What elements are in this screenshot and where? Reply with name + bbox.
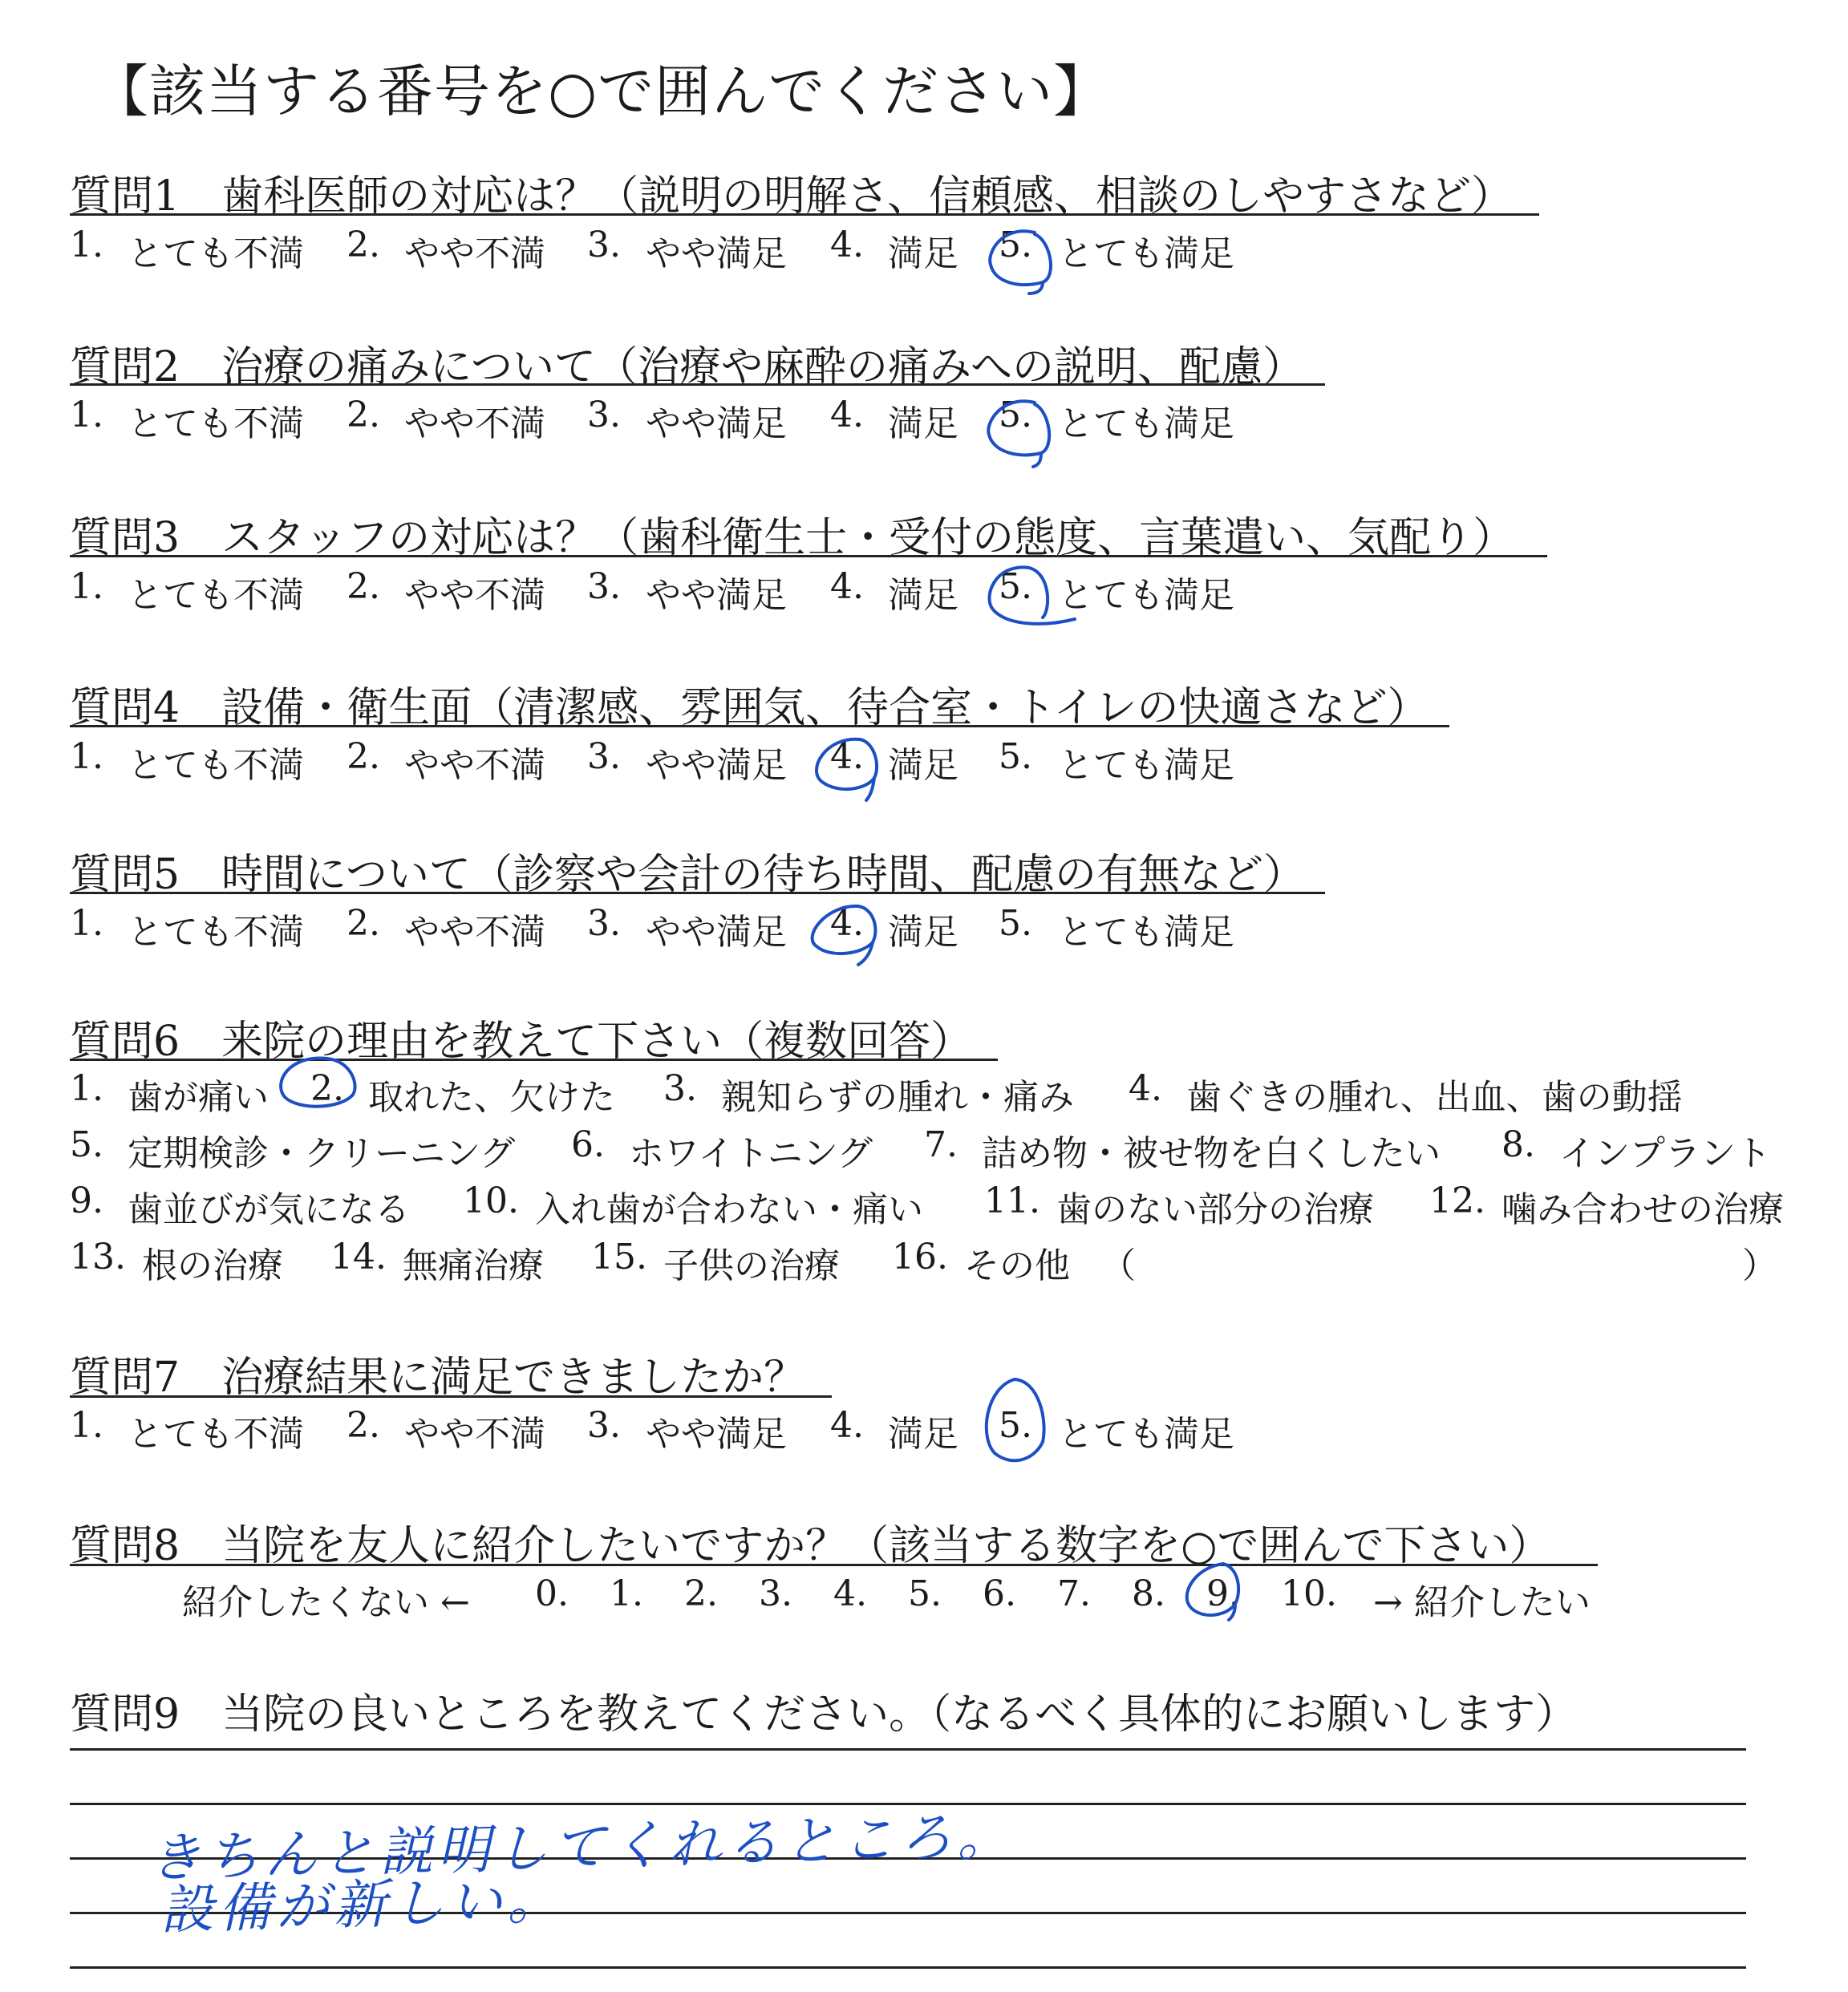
q5-option-2-label[interactable]: やや不満 bbox=[404, 912, 545, 953]
question-6-title: 質問6 来院の理由を教えて下さい（複数回答） bbox=[70, 1018, 973, 1066]
q1-option-1-number[interactable]: 1. bbox=[70, 225, 103, 265]
q6-option-1-label[interactable]: 歯が痛い bbox=[128, 1077, 269, 1118]
q1-option-4-number[interactable]: 4. bbox=[830, 225, 864, 265]
q6-option-5-number[interactable]: 5. bbox=[70, 1124, 103, 1165]
q6-option-15-label[interactable]: 子供の治療 bbox=[663, 1245, 840, 1286]
q8-scale-0[interactable]: 0. bbox=[535, 1573, 569, 1614]
q8-scale-3[interactable]: 3. bbox=[759, 1573, 792, 1614]
q8-scale-5[interactable]: 5. bbox=[908, 1573, 942, 1614]
q2-option-4-number[interactable]: 4. bbox=[830, 395, 864, 435]
q6-option-6-number[interactable]: 6. bbox=[571, 1124, 605, 1165]
q6-option-7-number[interactable]: 7. bbox=[924, 1124, 958, 1165]
q6-option-9-number[interactable]: 9. bbox=[70, 1180, 103, 1221]
q5-option-4-label[interactable]: 満足 bbox=[888, 912, 958, 953]
q4-option-2-number[interactable]: 2. bbox=[346, 736, 380, 777]
q2-option-4-label[interactable]: 満足 bbox=[888, 403, 958, 444]
q2-option-1-label[interactable]: とても不満 bbox=[128, 403, 304, 444]
q7-option-3-number[interactable]: 3. bbox=[587, 1405, 621, 1446]
q7-option-5-number[interactable]: 5. bbox=[999, 1405, 1032, 1446]
q5-option-5-label[interactable]: とても満足 bbox=[1058, 912, 1234, 953]
q5-option-1-label[interactable]: とても不満 bbox=[128, 912, 304, 953]
q7-option-3-label[interactable]: やや満足 bbox=[646, 1414, 787, 1455]
q8-scale-1[interactable]: 1. bbox=[610, 1573, 643, 1614]
question-3-title: 質問3 スタッフの対応は？（歯科衛生士・受付の態度、言葉遣い、気配り） bbox=[70, 514, 1515, 562]
q6-option-13-number[interactable]: 13. bbox=[70, 1237, 126, 1277]
q6-option-8-number[interactable]: 8. bbox=[1502, 1124, 1535, 1165]
q3-option-2-number[interactable]: 2. bbox=[346, 566, 380, 607]
question-1-underline bbox=[70, 213, 1539, 216]
q3-option-5-number[interactable]: 5. bbox=[999, 566, 1032, 607]
q6-option-10-label[interactable]: 入れ歯が合わない・痛い bbox=[535, 1189, 923, 1230]
question-2-underline bbox=[70, 383, 1325, 386]
q6-option-14-number[interactable]: 14. bbox=[330, 1237, 387, 1277]
q6-option-12-label[interactable]: 噛み合わせの治療 bbox=[1502, 1189, 1784, 1230]
question-9-title: 質問9 当院の良いところを教えてください。（なるべく具体的にお願いします） bbox=[70, 1690, 1578, 1739]
q2-option-2-label[interactable]: やや不満 bbox=[404, 403, 545, 444]
q5-option-2-number[interactable]: 2. bbox=[346, 903, 380, 944]
q1-option-5-number[interactable]: 5. bbox=[999, 225, 1032, 265]
question-5-title: 質問5 時間について（診察や会計の待ち時間、配慮の有無など） bbox=[70, 851, 1306, 899]
answer-line-5[interactable] bbox=[70, 1966, 1746, 1969]
question-4-title: 質問4 設備・衛生面（清潔感、雰囲気、待合室・トイレの快適さなど） bbox=[70, 684, 1429, 732]
q2-option-1-number[interactable]: 1. bbox=[70, 395, 103, 435]
q5-option-3-number[interactable]: 3. bbox=[587, 903, 621, 944]
q6-option-13-label[interactable]: 根の治療 bbox=[142, 1245, 283, 1286]
q1-option-2-label[interactable]: やや不満 bbox=[404, 233, 545, 274]
q6-option-16-label[interactable]: その他 bbox=[964, 1245, 1070, 1286]
question-3-underline bbox=[70, 555, 1547, 557]
q6-option-16-number[interactable]: 16. bbox=[892, 1237, 948, 1277]
question-1-title: 質問1 歯科医師の対応は？（説明の明解さ、信頼感、相談のしやすさなど） bbox=[70, 172, 1514, 221]
q5-option-4-number[interactable]: 4. bbox=[830, 903, 864, 944]
q4-option-5-label[interactable]: とても満足 bbox=[1058, 745, 1234, 786]
q3-option-2-label[interactable]: やや不満 bbox=[404, 575, 545, 616]
q6-option-10-number[interactable]: 10. bbox=[463, 1180, 519, 1221]
q3-option-1-label[interactable]: とても不満 bbox=[128, 575, 304, 616]
q6-option-12-number[interactable]: 12. bbox=[1429, 1180, 1485, 1221]
q6-option-7-label[interactable]: 詰め物・被せ物を白くしたい bbox=[982, 1133, 1441, 1174]
q8-scale-left-label: 紹介したくない ← bbox=[182, 1582, 470, 1623]
q4-option-3-number[interactable]: 3. bbox=[587, 736, 621, 777]
q3-option-4-number[interactable]: 4. bbox=[830, 566, 864, 607]
q6-other-open-paren: （ bbox=[1100, 1245, 1136, 1286]
q8-scale-9[interactable]: 9. bbox=[1206, 1573, 1240, 1614]
q5-option-3-label[interactable]: やや満足 bbox=[646, 912, 787, 953]
q4-option-1-label[interactable]: とても不満 bbox=[128, 745, 304, 786]
handwritten-answer-line-2: 設備が新しい。 bbox=[160, 1869, 566, 1941]
q6-option-15-number[interactable]: 15. bbox=[591, 1237, 647, 1277]
q1-option-4-label[interactable]: 満足 bbox=[888, 233, 958, 274]
q6-option-9-label[interactable]: 歯並びが気になる bbox=[128, 1189, 410, 1230]
q1-option-5-label[interactable]: とても満足 bbox=[1058, 233, 1234, 274]
answer-line-1[interactable] bbox=[70, 1748, 1746, 1751]
question-5-underline bbox=[70, 892, 1325, 894]
handwritten-answer-line-1: きちんと説明してくれるところ。 bbox=[148, 1804, 1015, 1890]
q6-option-1-number[interactable]: 1. bbox=[70, 1068, 103, 1109]
q7-option-2-number[interactable]: 2. bbox=[346, 1405, 380, 1446]
q7-option-4-number[interactable]: 4. bbox=[830, 1405, 864, 1446]
q7-option-1-label[interactable]: とても不満 bbox=[128, 1414, 304, 1455]
question-7-title: 質問7 治療結果に満足できましたか？ bbox=[70, 1354, 806, 1402]
q1-option-1-label[interactable]: とても不満 bbox=[128, 233, 304, 274]
q8-scale-7[interactable]: 7. bbox=[1057, 1573, 1091, 1614]
q3-option-1-number[interactable]: 1. bbox=[70, 566, 103, 607]
q5-option-5-number[interactable]: 5. bbox=[999, 903, 1032, 944]
q6-option-4-label[interactable]: 歯ぐきの腫れ、出血、歯の動揺 bbox=[1186, 1077, 1683, 1118]
q4-option-4-number[interactable]: 4. bbox=[830, 736, 864, 777]
q3-option-4-label[interactable]: 満足 bbox=[888, 575, 958, 616]
q4-option-2-label[interactable]: やや不満 bbox=[404, 745, 545, 786]
q8-scale-10[interactable]: 10. bbox=[1281, 1573, 1337, 1614]
q3-option-3-label[interactable]: やや満足 bbox=[646, 575, 787, 616]
question-2-title: 質問2 治療の痛みについて（治療や麻酔の痛みへの説明、配慮） bbox=[70, 343, 1305, 391]
q6-option-3-number[interactable]: 3. bbox=[663, 1068, 697, 1109]
q2-option-2-number[interactable]: 2. bbox=[346, 395, 380, 435]
page-heading: 【該当する番号を○で囲んでください】 bbox=[92, 59, 1111, 124]
q3-option-5-label[interactable]: とても満足 bbox=[1058, 575, 1234, 616]
q6-option-2-number[interactable]: 2. bbox=[310, 1068, 344, 1109]
q6-option-8-label[interactable]: インプラント bbox=[1559, 1133, 1771, 1174]
question-8-title: 質問8 当院を友人に紹介したいですか？（該当する数字を○で囲んで下さい） bbox=[70, 1522, 1551, 1570]
q6-option-11-label[interactable]: 歯のない部分の治療 bbox=[1056, 1189, 1374, 1230]
q2-option-5-number[interactable]: 5. bbox=[999, 395, 1032, 435]
q6-option-11-number[interactable]: 11. bbox=[984, 1180, 1040, 1221]
q6-option-6-label[interactable]: ホワイトニング bbox=[629, 1133, 873, 1174]
q4-option-4-label[interactable]: 満足 bbox=[888, 745, 958, 786]
q6-option-14-label[interactable]: 無痛治療 bbox=[403, 1245, 544, 1286]
q3-option-3-number[interactable]: 3. bbox=[587, 566, 621, 607]
q6-other-close-paren: ） bbox=[1742, 1245, 1777, 1286]
q6-option-4-number[interactable]: 4. bbox=[1129, 1068, 1162, 1109]
q1-option-2-number[interactable]: 2. bbox=[346, 225, 380, 265]
question-6-underline bbox=[70, 1059, 998, 1061]
q8-scale-right-label: → 紹介したい bbox=[1373, 1582, 1591, 1623]
q4-option-1-number[interactable]: 1. bbox=[70, 736, 103, 777]
q8-scale-4[interactable]: 4. bbox=[833, 1573, 867, 1614]
q6-option-5-label[interactable]: 定期検診・クリーニング bbox=[128, 1133, 516, 1174]
q4-option-5-number[interactable]: 5. bbox=[999, 736, 1032, 777]
q2-option-3-number[interactable]: 3. bbox=[587, 395, 621, 435]
q1-option-3-number[interactable]: 3. bbox=[587, 225, 621, 265]
q4-option-3-label[interactable]: やや満足 bbox=[646, 745, 787, 786]
q8-scale-2[interactable]: 2. bbox=[684, 1573, 718, 1614]
question-7-underline bbox=[70, 1395, 832, 1398]
q1-option-3-label[interactable]: やや満足 bbox=[646, 233, 787, 274]
q8-scale-8[interactable]: 8. bbox=[1132, 1573, 1165, 1614]
question-8-underline bbox=[70, 1564, 1598, 1566]
question-4-underline bbox=[70, 725, 1449, 727]
q2-option-3-label[interactable]: やや満足 bbox=[646, 403, 787, 444]
q6-option-2-label[interactable]: 取れた、欠けた bbox=[368, 1077, 615, 1118]
q7-option-1-number[interactable]: 1. bbox=[70, 1405, 103, 1446]
q2-option-5-label[interactable]: とても満足 bbox=[1058, 403, 1234, 444]
q8-scale-6[interactable]: 6. bbox=[983, 1573, 1016, 1614]
q5-option-1-number[interactable]: 1. bbox=[70, 903, 103, 944]
q7-option-2-label[interactable]: やや不満 bbox=[404, 1414, 545, 1455]
q7-option-4-label[interactable]: 満足 bbox=[888, 1414, 958, 1455]
q6-option-3-label[interactable]: 親知らずの腫れ・痛み bbox=[721, 1077, 1074, 1118]
q7-option-5-label[interactable]: とても満足 bbox=[1058, 1414, 1234, 1455]
